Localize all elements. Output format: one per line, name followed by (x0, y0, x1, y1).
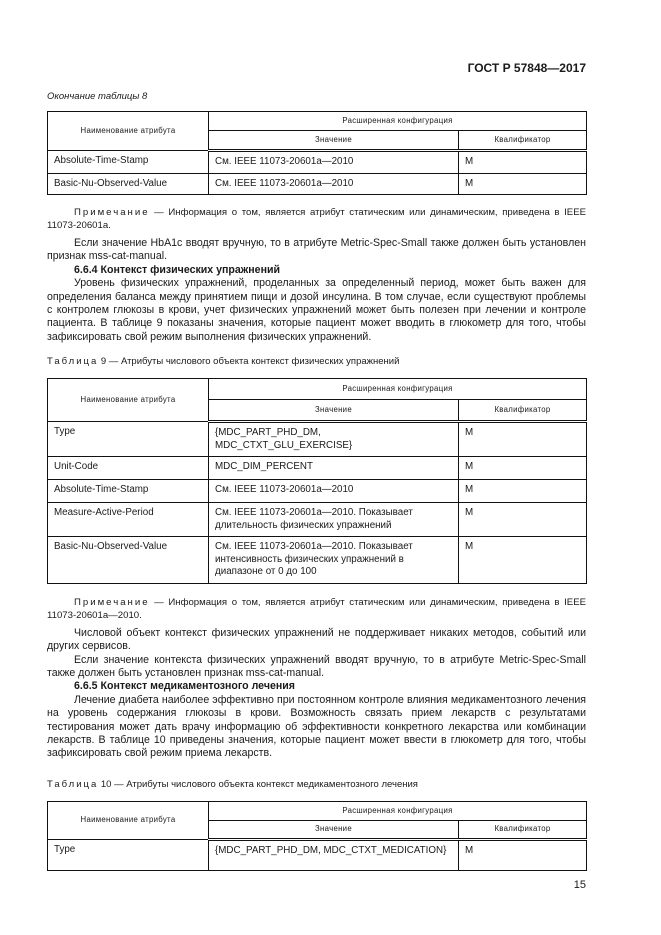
value-cell: См. IEEE 11073-20601a—2010. Показывает длительность физических упражнений (209, 503, 459, 537)
table-row (48, 480, 587, 503)
qualifier-cell: M (459, 537, 587, 584)
table-row (48, 422, 587, 457)
note2: Примечание — Информация о том, является атрибут статическим или динамическим, приведена в IEEE 11073-20601a—2010. (47, 596, 586, 621)
col-value-header: Значение (209, 820, 459, 839)
table-row (48, 503, 587, 537)
table10-caption: Таблица 10 — Атрибуты числового объекта контекст медикаментозного лечения (47, 778, 418, 790)
paragraph: Если значение HbA1c вводят вручную, то в атрибуте Metric-Spec-Small также должен быть установлен признак mss-cat-manual. (47, 237, 586, 263)
attribute-name-cell: Basic-Nu-Observed-Value (48, 537, 209, 584)
value-cell: См. IEEE 11073-20601a—2010. Показывает интенсивность физических упражнений в диапазоне от 0 до 100 (209, 537, 459, 584)
col-value-header: Значение (209, 400, 459, 422)
paragraph: Лечение диабета наиболее эффективно при постоянном контроле влияния медикаментозного лечения на уровень содержания глюкозы в крови. Возможность связать прием лекарств с результатами тестирования может дать врачу информацию об эффективности конкретного лекарства или комбинации лекарств. В таблице 10 приведены значения, которые пациент может ввести в глюкометр для того, чтобы зафиксировать свой режим приема лекарств. (47, 693, 586, 760)
col-qual-header: Квалификатор (459, 820, 587, 839)
qualifier-cell: M (459, 151, 587, 174)
table8-continuation: Окончание таблицы 8 (47, 91, 148, 102)
value-cell: {MDC_PART_PHD_DM, MDC_CTXT_MEDICATION} (209, 839, 459, 870)
qualifier-cell: M (459, 173, 587, 195)
standard-number: ГОСТ Р 57848—2017 (467, 61, 586, 75)
attribute-name-cell: Basic-Nu-Observed-Value (48, 173, 209, 195)
col-qual-header: Квалификатор (459, 400, 587, 422)
table-row (48, 173, 587, 195)
qualifier-cell: M (459, 457, 587, 480)
table10 (47, 801, 586, 871)
attribute-name-cell: Type (48, 839, 209, 870)
col-group-header: Расширенная конфигурация (209, 801, 587, 820)
table8 (47, 111, 586, 195)
qualifier-cell: M (459, 503, 587, 537)
table-row (48, 839, 587, 870)
col-qual-header: Квалификатор (459, 131, 587, 151)
paragraph: Уровень физических упражнений, проделанных за определенный период, может быть важен для определения баланса между принятием пищи и дозой инсулина. В том случае, если существуют проблемы с контролем глюкозы в крови, учет физических упражнений может быть полезен при лечении и контроле пациента. В таблице 9 показаны значения, которые пациент может вводить в глюкометр для того, чтобы зафиксировать свой режим выполнения физических упражнений. (47, 277, 586, 343)
value-cell: {MDC_PART_PHD_DM, MDC_CTXT_GLU_EXERCISE} (209, 422, 459, 457)
qualifier-cell: M (459, 480, 587, 503)
table9 (47, 378, 586, 584)
qualifier-cell: M (459, 422, 587, 457)
col-group-header: Расширенная конфигурация (209, 112, 587, 131)
col-group-header: Расширенная конфигурация (209, 379, 587, 400)
table-row (48, 457, 587, 480)
paragraph: Числовой объект контекст физических упражнений не поддерживает никаких методов, событий или других сервисов. (47, 626, 586, 653)
section-heading: 6.6.4 Контекст физических упражнений (74, 263, 280, 276)
col-name-header: Наименование атрибута (48, 801, 209, 839)
value-cell: См. IEEE 11073-20601a—2010 (209, 151, 459, 174)
attribute-name-cell: Measure-Active-Period (48, 503, 209, 537)
table-row (48, 537, 587, 584)
table-row (48, 151, 587, 174)
value-cell: См. IEEE 11073-20601a—2010 (209, 173, 459, 195)
attribute-name-cell: Unit-Code (48, 457, 209, 480)
value-cell: MDC_DIM_PERCENT (209, 457, 459, 480)
table9-caption: Таблица 9 — Атрибуты числового объекта контекст физических упражнений (47, 356, 400, 368)
value-cell: См. IEEE 11073-20601a—2010 (209, 480, 459, 503)
col-name-header: Наименование атрибута (48, 379, 209, 422)
col-name-header: Наименование атрибута (48, 112, 209, 151)
qualifier-cell: M (459, 839, 587, 870)
note1: Примечание — Информация о том, является атрибут статическим или динамическим, приведена в IEEE 11073-20601a. (47, 207, 586, 231)
page-number: 15 (573, 878, 586, 891)
section-heading: 6.6.5 Контекст медикаментозного лечения (74, 680, 295, 693)
attribute-name-cell: Absolute-Time-Stamp (48, 151, 209, 174)
attribute-name-cell: Absolute-Time-Stamp (48, 480, 209, 503)
attribute-name-cell: Type (48, 422, 209, 457)
paragraph: Если значение контекста физических упражнений вводят вручную, то в атрибуте Metric-Spec-Small также должен быть установлен признак mss-cat-manual. (47, 653, 586, 679)
col-value-header: Значение (209, 131, 459, 151)
